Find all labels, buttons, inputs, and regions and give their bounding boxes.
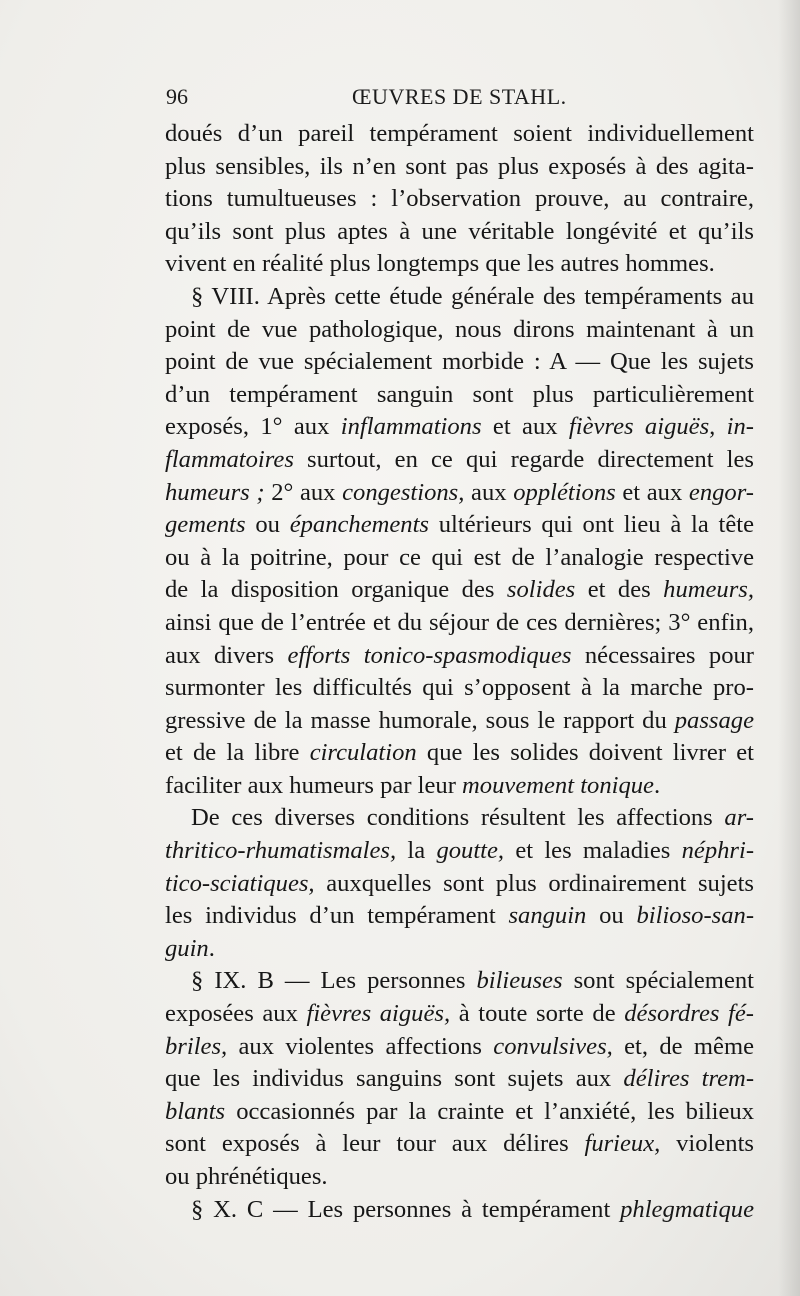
text-line: et de la libre circulation que les solides doivent livrer et — [165, 739, 754, 767]
text-line: point de vue spécialement morbide : A — Que les sujets — [165, 348, 754, 376]
running-title: ŒUVRES DE STAHL. — [352, 84, 567, 109]
text-line: ou phrénétiques. — [165, 1163, 328, 1190]
page-number: 96 — [166, 84, 188, 109]
text-line: de la disposition organique des solides et des humeurs, — [165, 576, 755, 604]
text-line: doués d’un pareil tempérament soient individuellement — [165, 120, 754, 147]
text-line: sont exposés à leur tour aux délires furieux, violents — [165, 1130, 754, 1158]
text-line: thritico-rhumatismales, la goutte, et les maladies néphri- — [165, 837, 755, 865]
text-line: ou à la poitrine, pour ce qui est de l’analogie respective — [165, 543, 754, 571]
text-line: exposés, 1° aux inflammations et aux fièvres aiguës, in- — [165, 413, 754, 441]
text-line: tions tumultueuses : l’observation prouve, au contraire, — [165, 185, 754, 213]
text-line: faciliter aux humeurs par leur mouvement tonique. — [165, 771, 661, 799]
body-text — [165, 118, 754, 1226]
text-line: gements ou épanchements ultérieurs qui ont lieu à la tête — [165, 511, 755, 539]
text-line: De ces diverses conditions résultent les affections ar- — [191, 804, 754, 832]
text-line: que les individus sanguins sont sujets aux délires trem- — [165, 1065, 755, 1093]
running-head — [166, 84, 756, 120]
text-line: humeurs ; 2° aux congestions, aux opplétions et aux engor- — [165, 478, 754, 506]
text-line: exposées aux fièvres aiguës, à toute sorte de désordres fé- — [165, 1000, 754, 1028]
text-line: blants occasionnés par la crainte et l’anxiété, les bilieux — [165, 1097, 754, 1125]
text-line: plus sensibles, ils n’en sont pas plus exposés à des agita- — [165, 152, 754, 180]
text-line: gressive de la masse humorale, sous le rapport du passage — [165, 706, 754, 734]
text-line: briles, aux violentes affections convulsives, et, de même — [165, 1032, 754, 1060]
text-line: flammatoires surtout, en ce qui regarde directement les — [165, 445, 754, 473]
text-line: les individus d’un tempérament sanguin ou bilioso-san- — [165, 902, 755, 930]
text-line: d’un tempérament sanguin sont plus particulièrement — [165, 380, 754, 408]
section-heading-line: § X. C — Les personnes à tempérament phlegmatique — [191, 1195, 754, 1223]
section-heading-line: § VIII. Après cette étude générale des tempéraments au — [191, 282, 754, 310]
text-line: surmonter les difficultés qui s’opposent à la marche pro- — [165, 674, 754, 702]
section-heading-line: § IX. B — Les personnes bilieuses sont spécialement — [191, 967, 754, 995]
text-line: ainsi que de l’entrée et du séjour de ces dernières; 3° enfin, — [165, 608, 754, 636]
text-line: guin. — [165, 934, 215, 962]
text-line: aux divers efforts tonico-spasmodiques nécessaires pour — [165, 641, 754, 669]
text-line: qu’ils sont plus aptes à une véritable longévité et qu’ils — [165, 217, 754, 245]
text-line: vivent en réalité plus longtemps que les autres hommes. — [165, 250, 715, 278]
text-line: tico-sciatiques, auxquelles sont plus ordinairement sujets — [165, 869, 754, 897]
text-line: point de vue pathologique, nous dirons maintenant à un — [165, 315, 754, 343]
